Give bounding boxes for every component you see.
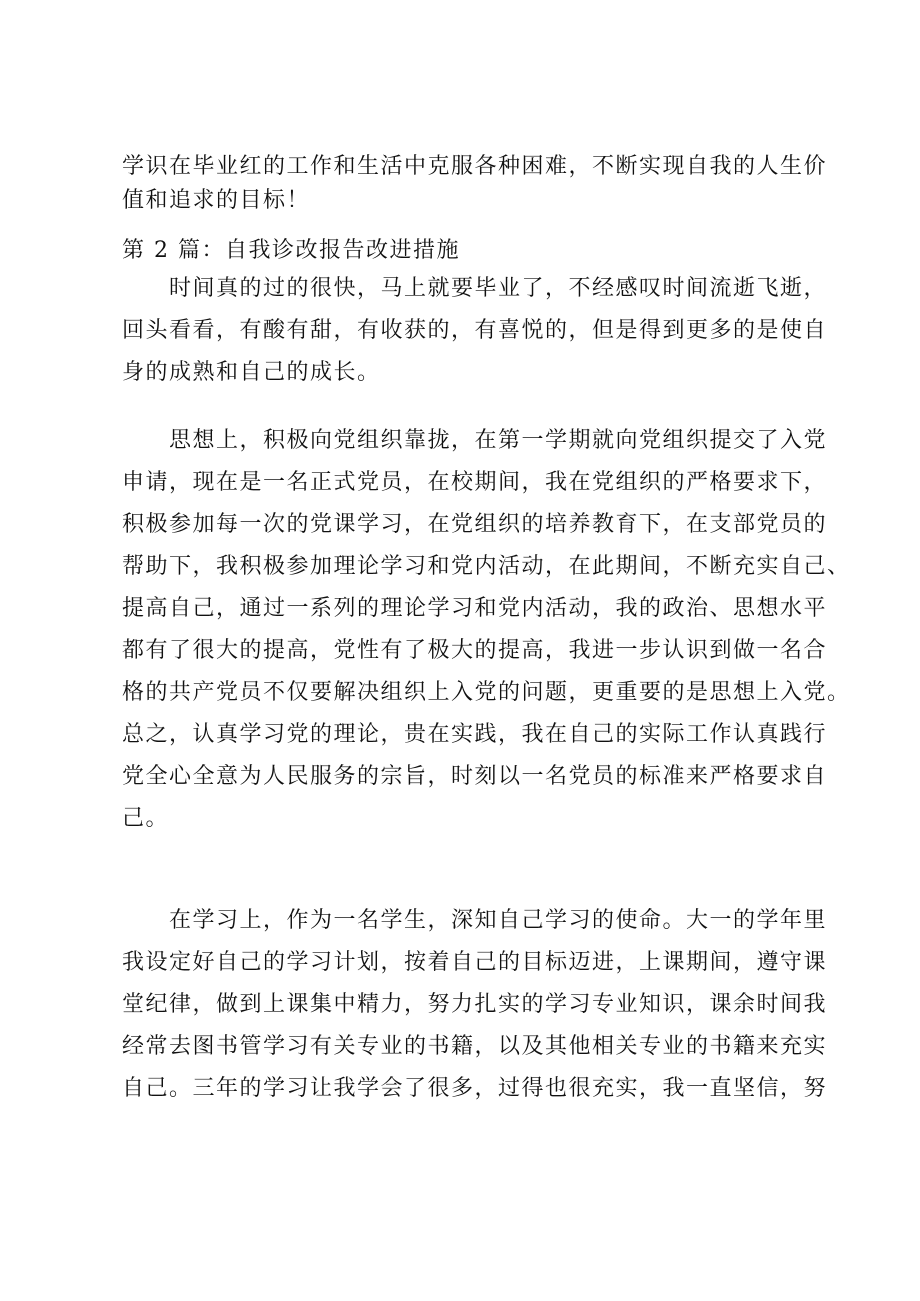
text-line: 总之，认真学习党的理论，贵在实践，我在自己的实际工作认真践行 bbox=[122, 722, 828, 747]
text-line: 提高自己，通过一系列的理论学习和党内活动，我的政治、思想水平 bbox=[122, 596, 828, 621]
text-line: 格的共产党员不仅要解决组织上入党的问题，更重要的是思想上入党。 bbox=[122, 680, 851, 705]
paragraph-2 bbox=[122, 420, 851, 840]
text-line: 积极参加每一次的党课学习，在党组织的培养教育下，在支部党员的 bbox=[122, 512, 828, 537]
heading-text: 第 2 篇：自我诊改报告改进措施 bbox=[122, 238, 460, 263]
paragraph-3 bbox=[122, 900, 828, 1110]
intro-paragraph bbox=[122, 150, 828, 218]
text-line: 回头看看，有酸有甜，有收获的，有喜悦的，但是得到更多的是使自 bbox=[122, 318, 828, 343]
paragraph-1 bbox=[122, 268, 828, 394]
section-heading bbox=[122, 230, 822, 272]
text-line: 党全心全意为人民服务的宗旨，时刻以一名党员的标准来严格要求自 bbox=[122, 764, 828, 789]
text-line: 我设定好自己的学习计划，按着自己的目标迈进，上课期间，遵守课 bbox=[122, 950, 828, 975]
text-line: 申请，现在是一名正式党员，在校期间，我在党组织的严格要求下， bbox=[122, 470, 828, 495]
text-line: 都有了很大的提高，党性有了极大的提高，我进一步认识到做一名合 bbox=[122, 638, 828, 663]
text-line: 己。 bbox=[122, 806, 170, 831]
text-line: 学识在毕业红的工作和生活中克服各种困难，不断实现自我的人生价 bbox=[122, 154, 828, 179]
text-line: 思想上，积极向党组织靠拢，在第一学期就向党组织提交了入党 bbox=[122, 428, 828, 453]
text-line: 帮助下，我积极参加理论学习和党内活动，在此期间，不断充实自己、 bbox=[122, 554, 851, 579]
text-line: 身的成熟和自己的成长。 bbox=[122, 360, 381, 385]
text-line: 经常去图书管学习有关专业的书籍，以及其他相关专业的书籍来充实 bbox=[122, 1034, 828, 1059]
text-line: 值和追求的目标！ bbox=[122, 188, 311, 213]
text-line: 在学习上，作为一名学生，深知自己学习的使命。大一的学年里 bbox=[122, 908, 828, 933]
text-line: 时间真的过的很快，马上就要毕业了，不经感叹时间流逝飞逝， bbox=[122, 276, 828, 301]
text-line: 自己。三年的学习让我学会了很多，过得也很充实，我一直坚信，努 bbox=[122, 1076, 828, 1101]
text-line: 堂纪律，做到上课集中精力，努力扎实的学习专业知识，课余时间我 bbox=[122, 992, 828, 1017]
